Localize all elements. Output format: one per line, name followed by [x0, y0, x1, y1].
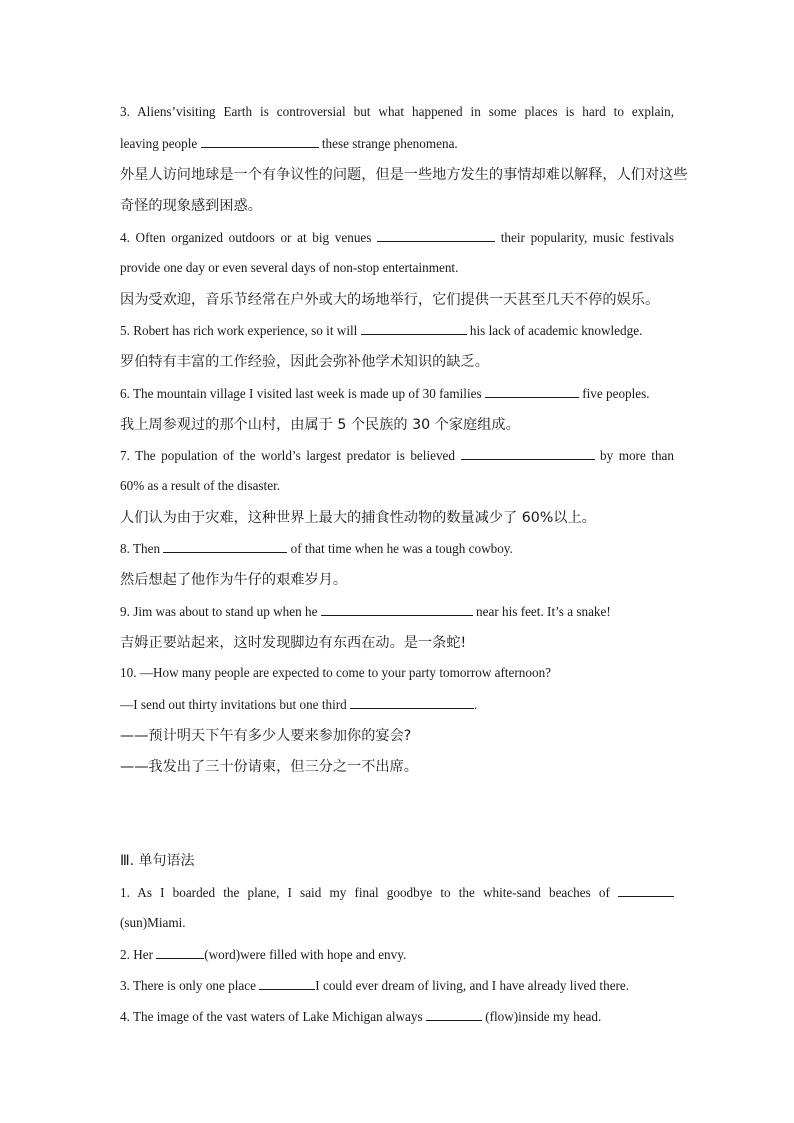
answer-blank[interactable] — [259, 977, 315, 990]
answer-blank[interactable] — [485, 385, 579, 398]
q8-line: 8. Then of that time when he was a tough cowboy. — [120, 541, 513, 556]
q10-line1: 10. —How many people are expected to come to your party tomorrow afternoon? — [120, 665, 552, 680]
q8-translation: 然后想起了他作为牛仔的艰难岁月。 — [120, 572, 348, 588]
answer-blank[interactable] — [377, 229, 495, 242]
answer-blank[interactable] — [321, 603, 473, 616]
grammar-q1-line1: 1. As I boarded the plane, I said my final goodbye to the white-sand beaches of — [120, 884, 674, 901]
q7-line1: 7. The population of the world’s largest predator is believed by more than — [120, 448, 674, 463]
q9-line: 9. Jim was about to stand up when he near his feet. It’s a snake! — [120, 604, 611, 619]
q3-line1 — [120, 104, 674, 120]
q6-line: 6. The mountain village I visited last week is made up of 30 families five peoples. — [120, 386, 650, 401]
grammar-q2: 2. Her (word)were filled with hope and envy. — [120, 947, 407, 962]
answer-blank[interactable] — [361, 322, 467, 335]
q7-translation: 人们认为由于灾难，这种世界上最大的捕食性动物的数量减少了 60%以上。 — [120, 510, 596, 526]
section-heading: Ⅲ. 单句语法 — [120, 853, 195, 869]
answer-blank[interactable] — [618, 884, 674, 897]
q4-line1: 4. Often organized outdoors or at big venues their popularity, music festivals — [120, 230, 675, 245]
q9-translation: 吉姆正要站起来，这时发现脚边有东西在动。是一条蛇! — [120, 635, 467, 651]
q3-line2: leaving people these strange phenomena. — [120, 136, 458, 151]
q4-line2: provide one day or even several days of non-stop entertainment. — [120, 260, 459, 275]
answer-blank[interactable] — [163, 540, 287, 553]
q10-line2: —I send out thirty invitations but one third . — [120, 697, 478, 712]
q10-translation-line1: ——预计明天下午有多少人要来参加你的宴会? — [120, 728, 412, 744]
q10-translation-line2: ——我发出了三十份请柬，但三分之一不出席。 — [120, 759, 418, 775]
grammar-q4: 4. The image of the vast waters of Lake Michigan always (flow)inside my head. — [120, 1009, 602, 1024]
q6-translation: 我上周参观过的那个山村，由属于 5 个民族的 30 个家庭组成。 — [120, 417, 520, 433]
answer-blank[interactable] — [156, 946, 204, 959]
answer-blank[interactable] — [461, 447, 595, 460]
q7-line2: 60% as a result of the disaster. — [120, 478, 281, 493]
grammar-q1-line2: (sun)Miami. — [120, 915, 186, 930]
q4-translation: 因为受欢迎，音乐节经常在户外或大的场地举行，它们提供一天甚至几天不停的娱乐。 — [120, 292, 660, 308]
answer-blank[interactable] — [350, 696, 474, 709]
q5-line: 5. Robert has rich work experience, so it will his lack of academic knowledge. — [120, 323, 643, 338]
q3-text: 3. Aliens’visiting Earth is controversial but what happened in some places is hard to explain, — [120, 104, 674, 119]
q3-translation-line1: 外星人访问地球是一个有争议性的问题，但是一些地方发生的事情却难以解释，人们对这些 — [120, 167, 688, 183]
q3-translation-line2: 奇怪的现象感到困惑。 — [120, 198, 262, 214]
answer-blank[interactable] — [426, 1008, 482, 1021]
answer-blank[interactable] — [201, 135, 319, 148]
grammar-q3: 3. There is only one place I could ever dream of living, and I have already lived there. — [120, 978, 630, 993]
q5-translation: 罗伯特有丰富的工作经验，因此会弥补他学术知识的缺乏。 — [120, 354, 489, 370]
